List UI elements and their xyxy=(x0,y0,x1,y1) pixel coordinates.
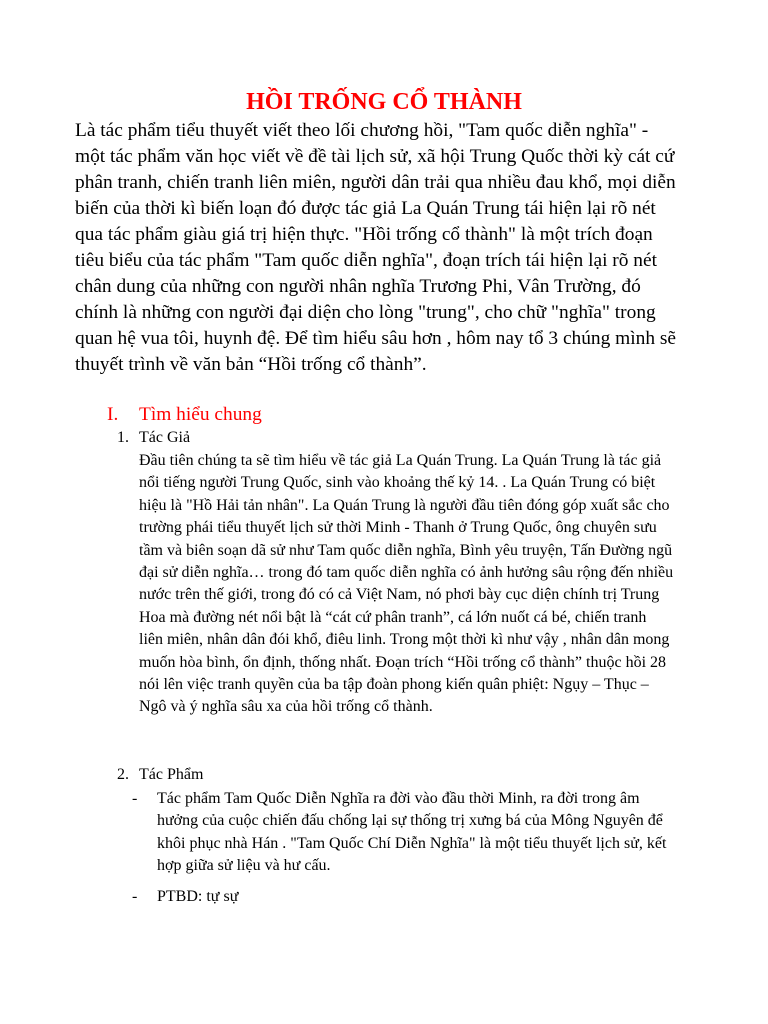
bullet-dash: - xyxy=(132,790,138,807)
section-number: I. xyxy=(107,404,119,425)
author-paragraph: Đầu tiên chúng ta sẽ tìm hiểu về tác giả La Quán Trung. La Quán Trung là tác giả nổi tiếng người Trung Quốc, sinh vào khoảng thế kỷ 14. . La Quán Trung có biệt hiệu là "Hồ Hải tản nhân". La Quán Trung là người đầu tiên đóng góp xuất sắc cho trường phái tiểu thuyết lịch sử thời Minh - Thanh ở Trung Quốc, ông chuyên sưu tầm và biên soạn dã sử như Tam quốc diễn nghĩa, Bình yêu truyện, Tấn Đường ngũ đại sử diễn nghĩa… trong đó tam quốc diễn nghĩa có ảnh hưởng sâu rộng đến nhiều nước trên thế giới, trong đó có cả Việt Nam, nó phơi bày cục diện chính trị Trung Hoa mà đường nét nổi bật là “cát cứ phân tranh”, cá lớn nuốt cá bé, chiến tranh liên miên, nhân dân đói khổ, điêu linh. Trong một thời kì như vậy , nhân dân mong muốn hòa bình, ổn định, thống nhất. Đoạn trích “Hồi trống cổ thành” thuộc hồi 28 nói lên việc tranh quyền của ba tập đoàn phong kiến quân phiệt: Ngụy – Thục –Ngô và ý nghĩa sâu xa của hồi trống cổ thành. xyxy=(139,452,674,716)
subsection-heading-work xyxy=(117,764,203,786)
section-heading-overview xyxy=(107,402,262,428)
section-title: Tìm hiểu chung xyxy=(139,404,262,425)
subsection-number: 2. xyxy=(117,766,129,783)
subsection-title: Tác Phẩm xyxy=(139,766,204,783)
list-item xyxy=(130,886,676,908)
bullet-text: PTBD: tự sự xyxy=(157,887,239,905)
bullet-dash: - xyxy=(132,887,138,905)
subsection-heading-author xyxy=(117,427,190,449)
document-title: HỒI TRỐNG CỔ THÀNH xyxy=(246,89,522,115)
work-bullet-list xyxy=(130,788,676,908)
subsection-title: Tác Giả xyxy=(139,429,191,446)
subsection-number: 1. xyxy=(117,429,129,446)
bullet-text: Tác phẩm Tam Quốc Diễn Nghĩa ra đời vào đầu thời Minh, ra đời trong âm hưởng của cuộc chiến đấu chống lại sự thống trị xưng bá của Mông Nguyên để khôi phục nhà Hán . "Tam Quốc Chí Diễn Nghĩa" là một tiểu thuyết lịch sử, kết hợp giữa sử liệu và hư cấu. xyxy=(157,790,667,875)
list-item xyxy=(130,788,676,878)
intro-paragraph: Là tác phẩm tiểu thuyết viết theo lối chương hồi, "Tam quốc diễn nghĩa" - một tác phẩm văn học viết về đề tài lịch sử, xã hội Trung Quốc thời kỳ cát cứ phân tranh, chiến tranh liên miên, người dân trải qua nhiều đau khổ, mọi diễn biến của thời kì biến loạn đó được tác giả La Quán Trung tái hiện lại rõ nét qua tác phẩm giàu giá trị hiện thực. "Hồi trống cổ thành" là một trích đoạn tiêu biểu của tác phẩm "Tam quốc diễn nghĩa", đoạn trích tái hiện lại rõ nét chân dung của những con người nhân nghĩa Trương Phi, Vân Trường, đó chính là những con người đại diện cho lòng "trung", cho chữ "nghĩa" trong quan hệ vua tôi, huynh đệ. Để tìm hiểu sâu hơn , hôm nay tổ 3 chúng mình sẽ thuyết trình về văn bản “Hồi trống cổ thành”. xyxy=(75,120,677,375)
